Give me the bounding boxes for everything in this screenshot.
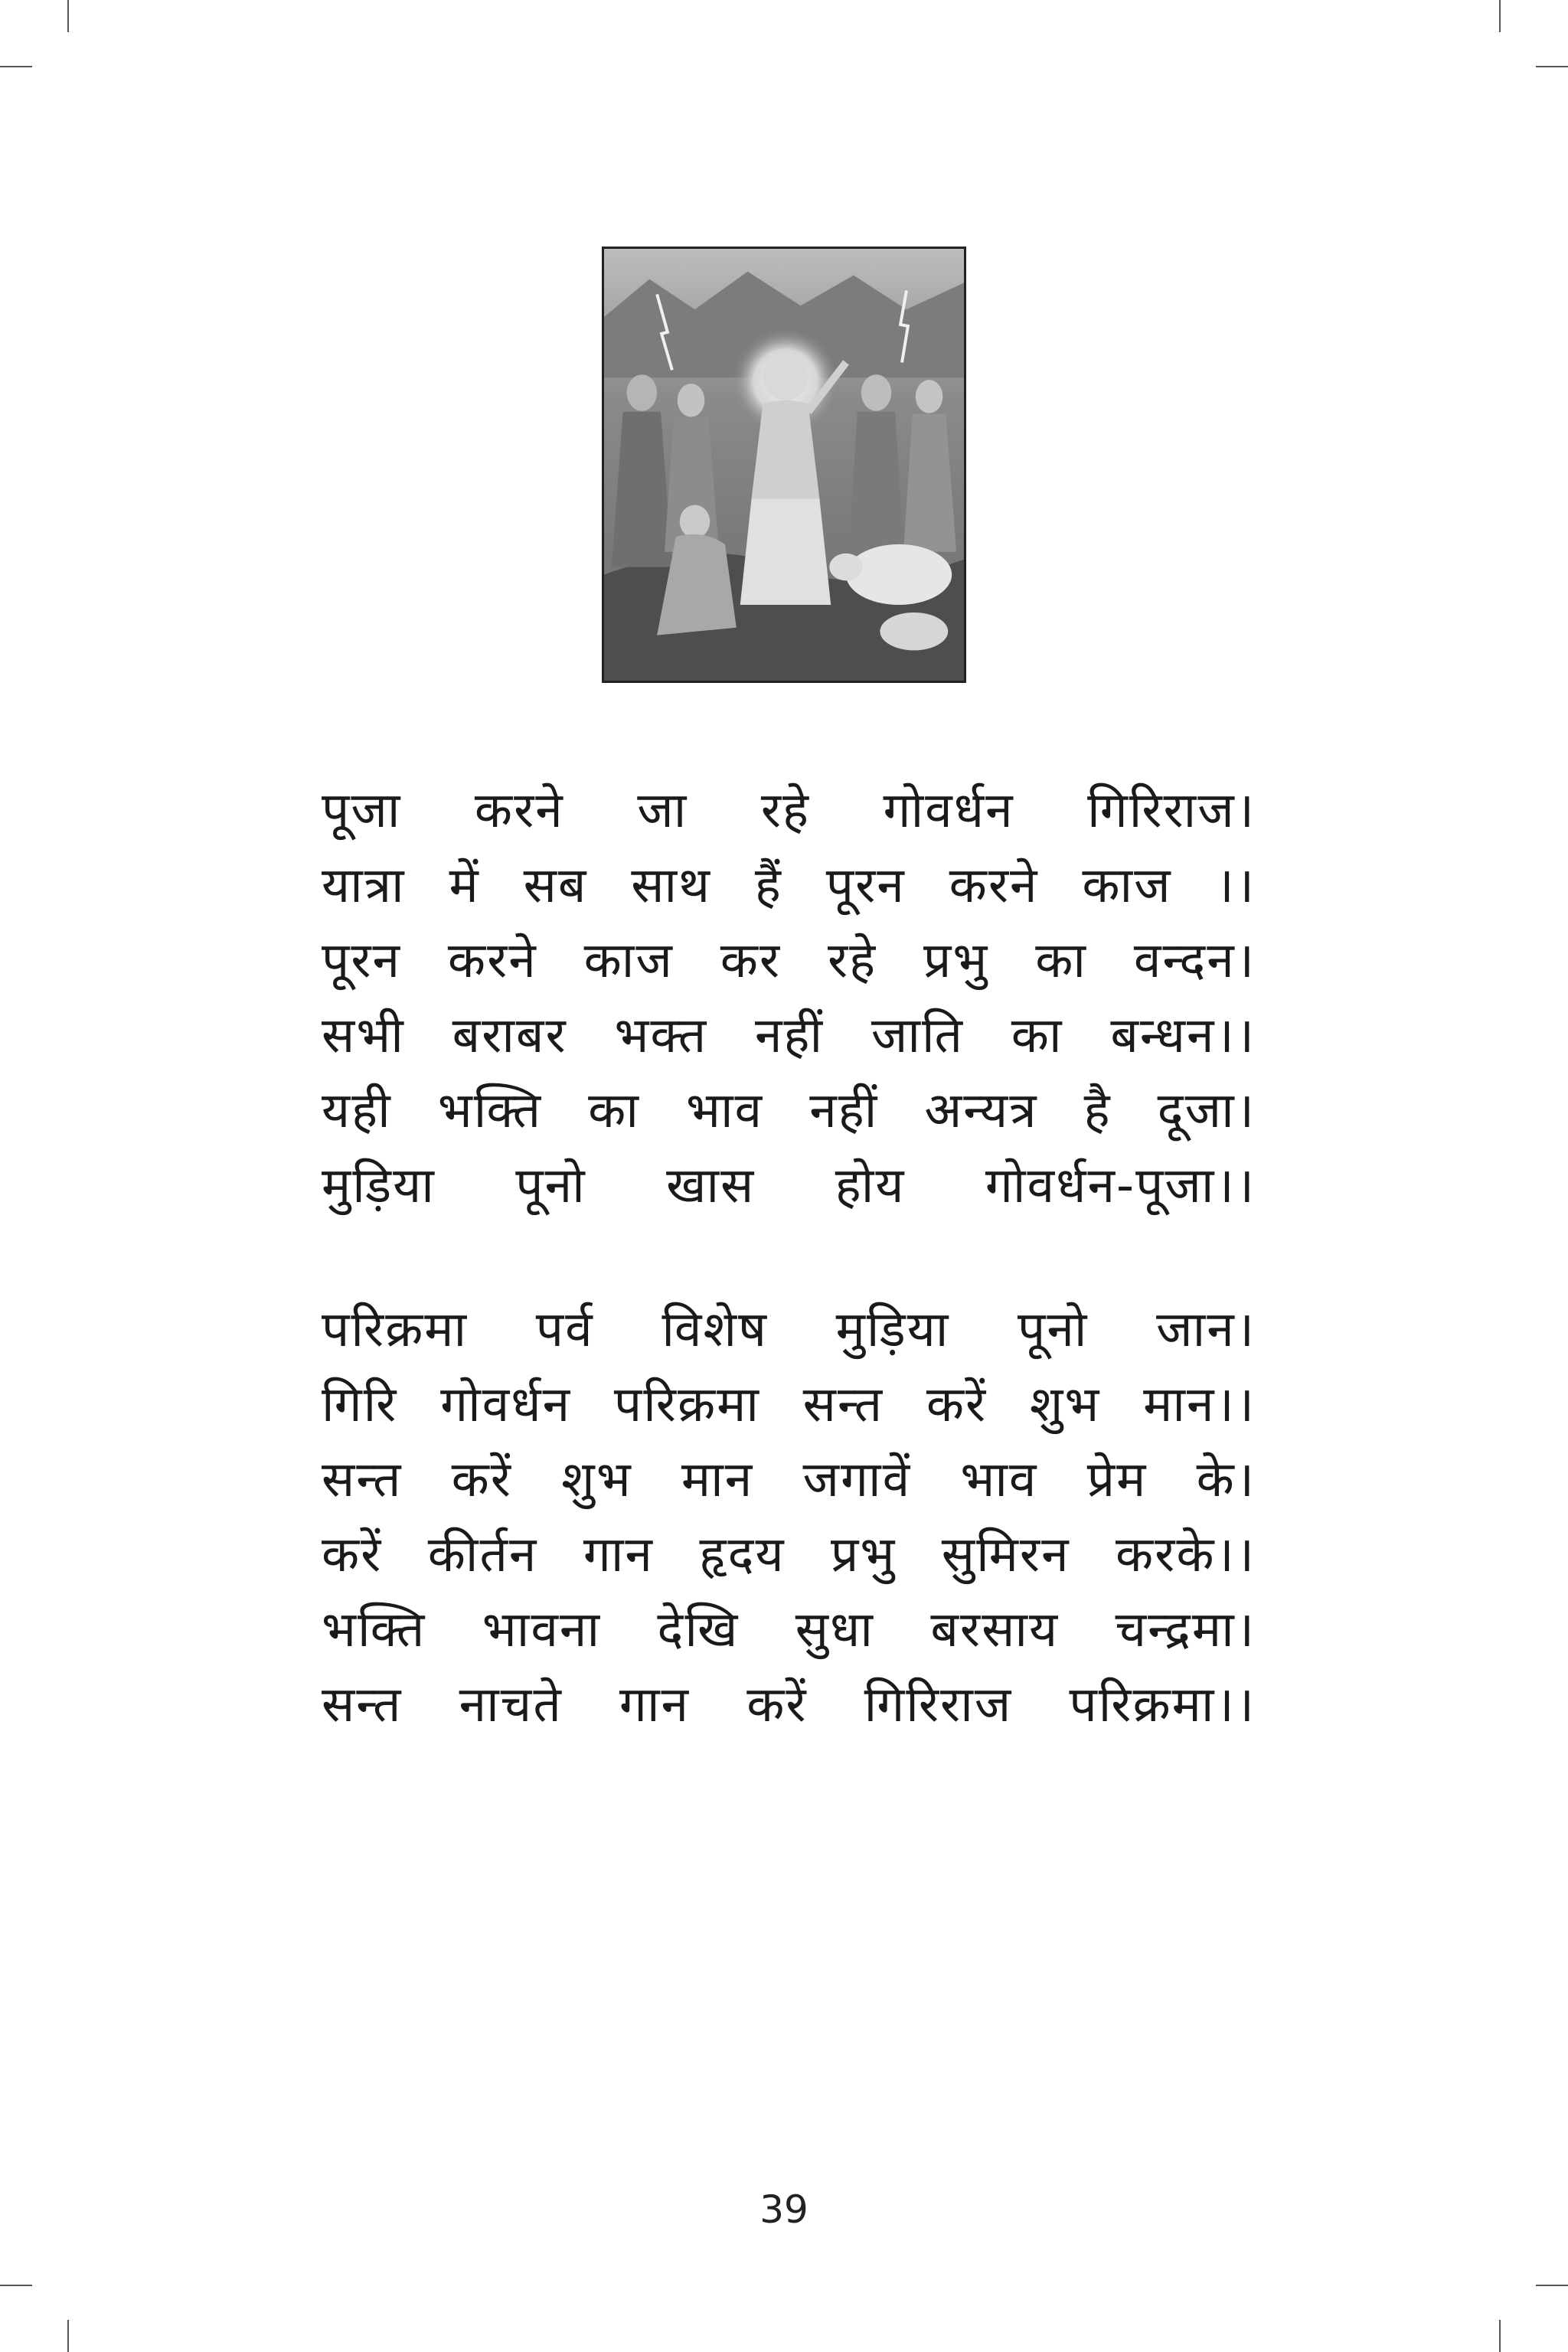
crop-mark	[1499, 2320, 1501, 2352]
figure-left-head	[627, 374, 657, 410]
verse-line: गिरि गोवर्धन परिक्रमा सन्त करें शुभ मान।।	[322, 1377, 1256, 1433]
painting-graphic	[604, 249, 964, 681]
crop-mark	[67, 2320, 69, 2352]
verse-line: सन्त करें शुभ मान जगावें भाव प्रेम के।	[322, 1452, 1256, 1508]
crop-mark	[1536, 2285, 1568, 2286]
figure-right-head	[916, 380, 943, 413]
figure-right-head	[861, 374, 891, 410]
verse-line: सभी बराबर भक्त नहीं जाति का बन्धन।।	[322, 1008, 1256, 1064]
crop-mark	[67, 0, 69, 32]
central-figure-robe	[740, 499, 831, 606]
crop-mark	[0, 2285, 32, 2286]
verse-line: पूरन करने काज कर रहे प्रभु का वन्दन।	[322, 933, 1256, 989]
verse-line: यात्रा में सब साथ हैं पूरन करने काज ।।	[322, 858, 1256, 914]
verse-line: परिक्रमा पर्व विशेष मुड़िया पूनो जान।	[322, 1302, 1256, 1358]
crop-mark	[0, 66, 32, 67]
kneeling-figure-head	[680, 505, 710, 538]
cow	[846, 544, 952, 605]
stanza-1	[322, 773, 1256, 1223]
stanza-2	[322, 1292, 1256, 1743]
verse-line: मुड़िया पूनो खास होय गोवर्धन-पूजा।।	[322, 1158, 1256, 1214]
page-number: 39	[760, 2187, 808, 2232]
crop-mark	[1499, 0, 1501, 32]
figure-right-body	[850, 412, 903, 537]
verse-line: पूजा करने जा रहे गोवर्धन गिरिराज।	[322, 782, 1256, 839]
central-figure-body	[752, 400, 820, 499]
cow-head	[829, 554, 862, 581]
illustration	[602, 247, 966, 683]
verse-line: करें कीर्तन गान हृदय प्रभु सुमिरन करके।।	[322, 1527, 1256, 1583]
verse-line: भक्ति भावना देखि सुधा बरसाय चन्द्रमा।	[322, 1602, 1256, 1658]
verse-line: यही भक्ति का भाव नहीं अन्यत्र है दूजा।	[322, 1083, 1256, 1139]
calf	[880, 612, 948, 650]
verse-line: सन्त नाचते गान करें गिरिराज परिक्रमा।।	[322, 1677, 1256, 1733]
central-figure-head	[763, 355, 808, 400]
figure-left-head	[678, 384, 705, 417]
crop-mark	[1536, 66, 1568, 67]
